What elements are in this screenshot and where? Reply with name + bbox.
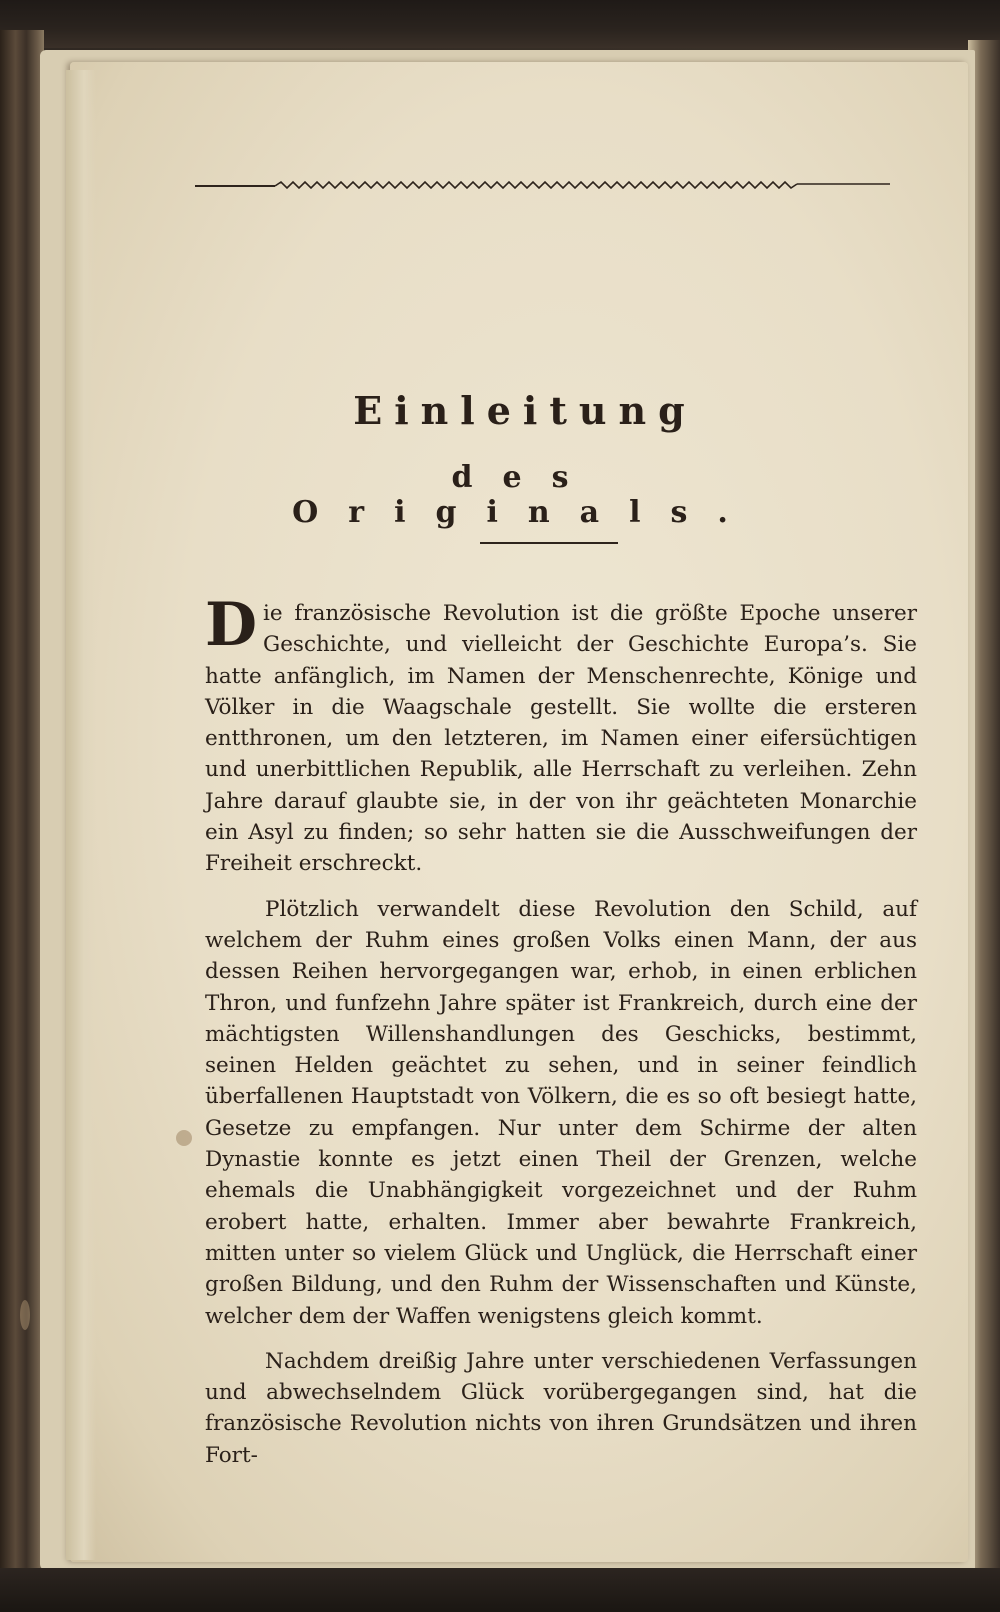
- title-divider: [480, 542, 618, 544]
- drop-cap: D: [205, 590, 258, 660]
- body-text: [205, 590, 917, 1485]
- paper-stain: [176, 1130, 192, 1146]
- paragraph-2: Plötzlich verwandelt diese Revolution den Schild, auf welchem der Ruhm eines großen Volks einen Mann, der aus dessen Reihen hervorgegangen war, erhob, in einen erblichen Thron, und funfzehn Jahre später ist Frankreich, durch eine der mächtigsten Willenshandlungen des Geschicks, bestimmt, seinen Helden geächtet zu sehen, und in seiner feindlich überfallenen Hauptstadt von Völkern, die es so oft besiegt hatte, Gesetze zu empfangen. Nur unter dem Schirme der alten Dynastie konnte es jetzt einen Theil der Grenzen, welche ehemals die Unabhängigkeit vorgezeichnet und der Ruhm erobert hatte, erhalten. Immer aber bewahrte Frankreich, mitten unter so vielem Glück und Unglück, die Herrschaft einer großen Bildung, und den Ruhm der Wissenschaften und Künste, welcher dem der Waffen wenigstens gleich kommt.: [205, 896, 917, 1329]
- scan-bottom-edge: [0, 1568, 1000, 1612]
- scan-top-edge: [0, 0, 1000, 48]
- header-ornament: [195, 172, 890, 194]
- chapter-subtitle: des Originals.: [292, 460, 758, 530]
- paragraph-3: Nachdem dreißig Jahre unter verschiedenen Verfassungen und abwechselndem Glück vorübergegangen sind, hat die französische Revolution nichts von ihren Grundsätzen und ihren Fort-: [205, 1348, 917, 1468]
- book-spine: [0, 30, 44, 1580]
- page-fold-shadow: [66, 70, 96, 1560]
- paragraph-1-text: ie französische Revolution ist die größte Epoche unserer Geschichte, und vielleicht der Geschichte Europa’s. Sie hatte anfänglich, im Namen der Menschenrechte, Könige und Völker in die Waagschale gestellt. Sie wollte die ersteren entthronen, um den letzteren, im Namen einer eifersüchtigen und unerbittlichen Republik, alle Herrschaft zu verleihen. Zehn Jahre darauf glaubte sie, in der von ihr geächteten Monarchie ein Asyl zu finden; so sehr hatten sie die Ausschweifungen der Freiheit erschreckt.: [205, 601, 917, 877]
- chapter-title: Einleitung: [353, 388, 697, 433]
- paragraph-1: [205, 590, 917, 880]
- paper-stain: [20, 1300, 30, 1330]
